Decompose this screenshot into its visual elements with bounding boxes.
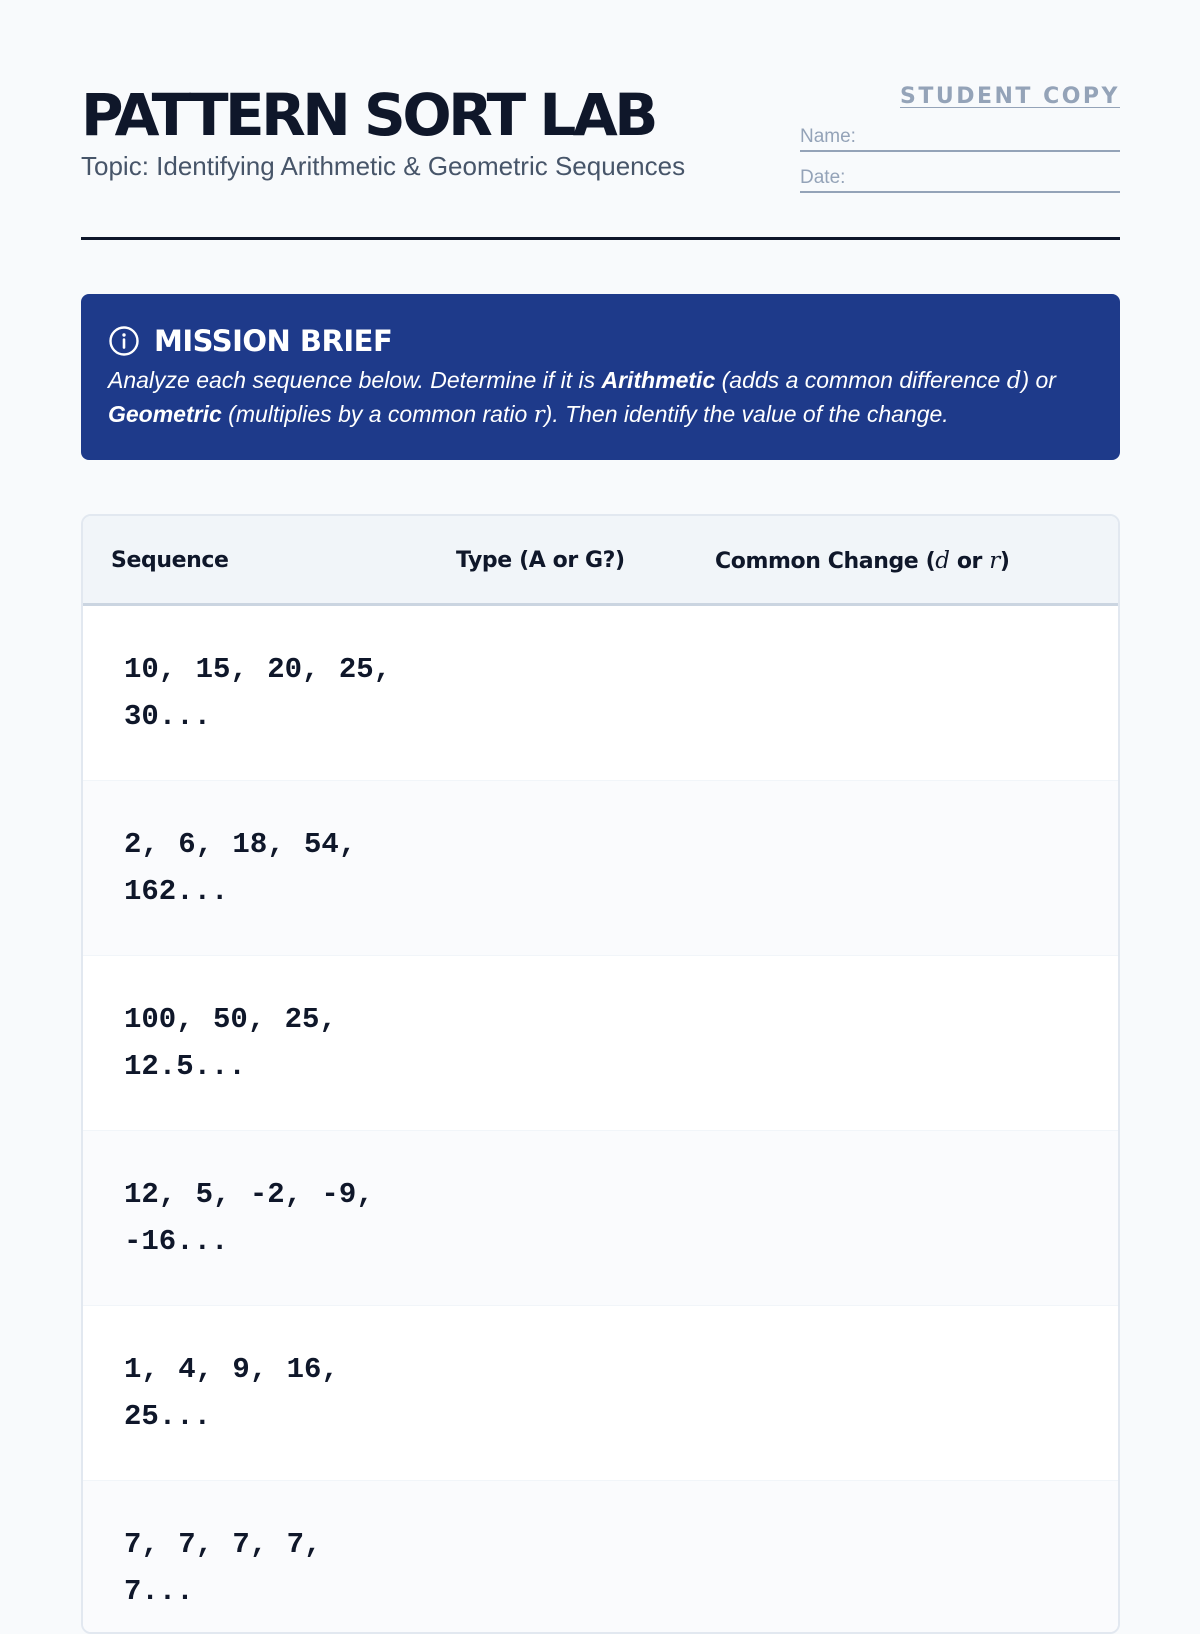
change-answer-cell[interactable]	[715, 986, 1095, 1096]
mission-brief-text	[108, 364, 1094, 432]
name-label: Name:	[800, 126, 856, 147]
type-answer-cell[interactable]	[456, 1336, 686, 1446]
student-copy-label: STUDENT COPY	[900, 84, 1120, 109]
change-answer-cell[interactable]	[715, 1336, 1095, 1446]
table-header	[83, 516, 1118, 606]
table-row	[83, 1131, 1118, 1306]
type-answer-cell[interactable]	[456, 1511, 686, 1621]
page-title: PATTERN SORT LAB	[81, 81, 655, 149]
mission-brief-title: MISSION BRIEF	[154, 324, 393, 358]
info-icon	[108, 325, 140, 357]
column-header-change	[715, 546, 1010, 577]
difference-symbol: d	[1006, 368, 1022, 394]
sequence-table	[81, 514, 1120, 1634]
column-header-type: Type (A or G?)	[456, 548, 625, 573]
sequence-cell: 10, 15, 20, 25, 30...	[124, 653, 392, 733]
type-answer-cell[interactable]	[456, 636, 686, 746]
geometric-term: Geometric	[108, 401, 222, 427]
change-header-or: or	[949, 549, 990, 574]
brief-text-part: (adds a common difference	[715, 367, 1007, 393]
worksheet-page	[81, 0, 1120, 1608]
change-header-prefix: Common Change (	[715, 549, 936, 574]
topic-subtitle: Topic: Identifying Arithmetic & Geometric Sequences	[81, 151, 686, 181]
student-info	[800, 82, 1120, 193]
change-header-suffix: )	[999, 549, 1010, 574]
sequence-cell: 2, 6, 18, 54, 162...	[124, 828, 357, 908]
table-row	[83, 956, 1118, 1131]
mission-brief	[81, 294, 1120, 460]
change-answer-cell[interactable]	[715, 1161, 1095, 1271]
table-row	[83, 781, 1118, 956]
change-answer-cell[interactable]	[715, 1511, 1095, 1621]
brief-text-part: ). Then identify the value of the change.	[544, 401, 949, 427]
table-body	[83, 606, 1118, 1634]
brief-text-part: Analyze each sequence below. Determine if it is	[108, 367, 602, 393]
sequence-cell: 1, 4, 9, 16, 25...	[124, 1353, 339, 1433]
type-answer-cell[interactable]	[456, 986, 686, 1096]
change-answer-cell[interactable]	[715, 636, 1095, 746]
table-row	[83, 1306, 1118, 1481]
name-field[interactable]	[800, 122, 1120, 152]
brief-text-part: (multiplies by a common ratio	[221, 401, 534, 427]
difference-symbol: d	[935, 548, 950, 574]
date-label: Date:	[800, 167, 846, 188]
mission-brief-header	[108, 322, 1094, 360]
sequence-cell: 100, 50, 25, 12.5...	[124, 1003, 337, 1083]
change-answer-cell[interactable]	[715, 811, 1095, 921]
date-field[interactable]	[800, 163, 1120, 193]
table-row	[83, 1481, 1118, 1634]
table-row	[83, 606, 1118, 781]
worksheet-header	[81, 0, 1120, 240]
ratio-symbol: r	[989, 548, 1000, 574]
type-answer-cell[interactable]	[456, 1161, 686, 1271]
sequence-cell: 12, 5, -2, -9, -16...	[124, 1178, 374, 1258]
column-header-sequence: Sequence	[111, 548, 229, 573]
sequence-cell: 7, 7, 7, 7, 7...	[124, 1528, 322, 1608]
brief-text-part: ) or	[1021, 367, 1056, 393]
type-answer-cell[interactable]	[456, 811, 686, 921]
ratio-symbol: r	[533, 402, 545, 428]
arithmetic-term: Arithmetic	[601, 367, 716, 393]
